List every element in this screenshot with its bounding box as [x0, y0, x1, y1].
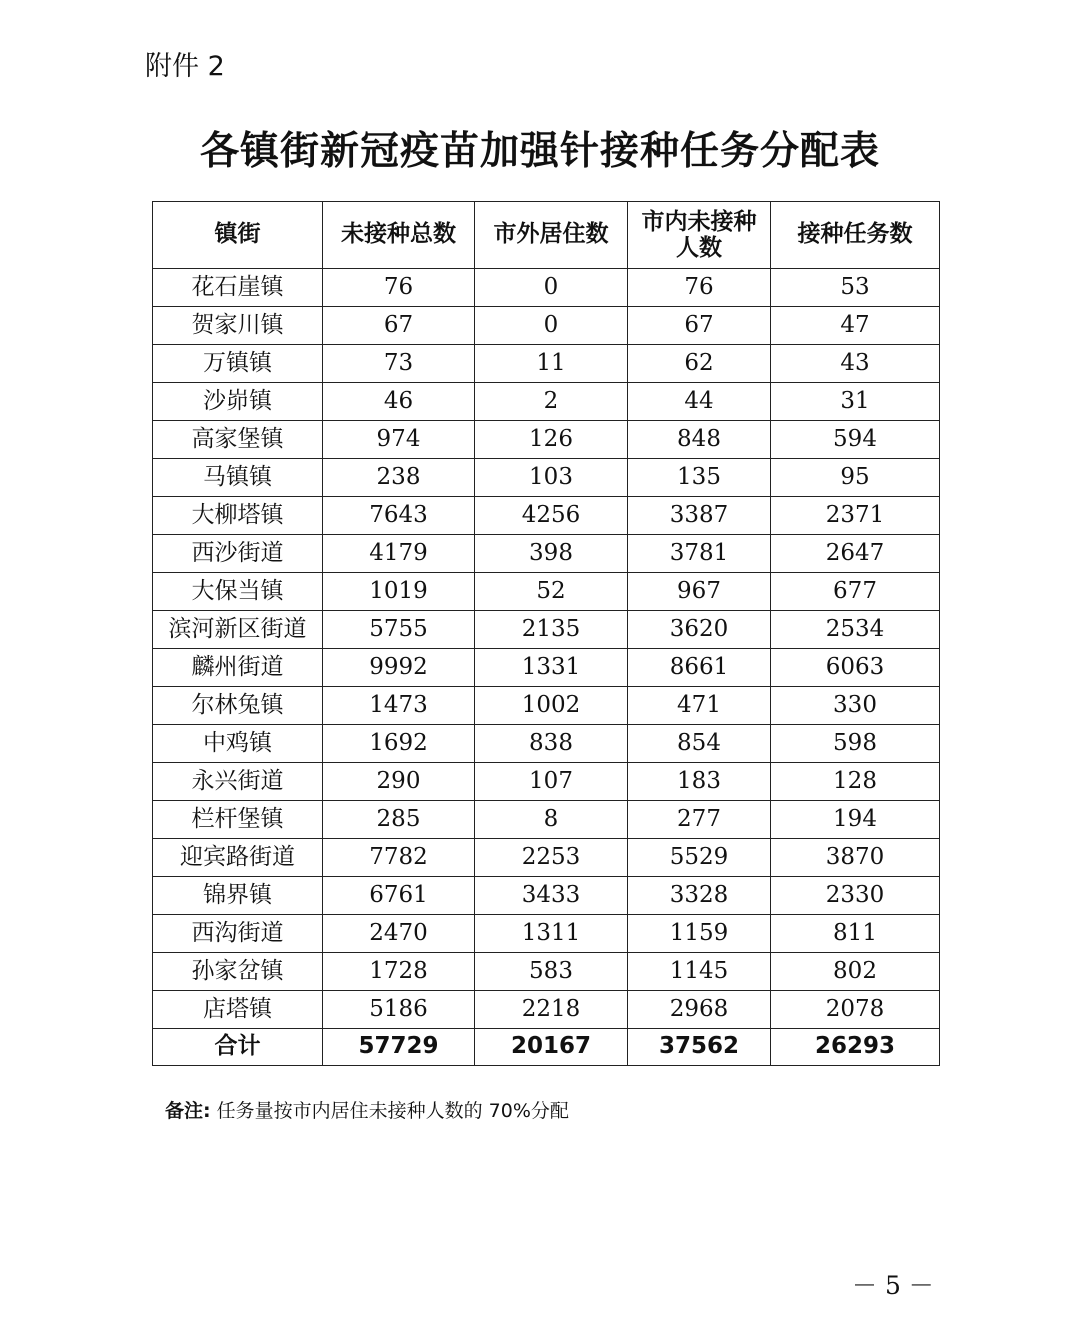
cell-in-city: 1145 [628, 953, 771, 991]
table-row [153, 649, 940, 687]
cell-in-city: 1159 [628, 915, 771, 953]
table-row [153, 307, 940, 345]
header-unvaccinated-in-city-label: 市内未接种人数 [641, 208, 757, 261]
cell-task: 194 [771, 801, 940, 839]
table-row [153, 877, 940, 915]
cell-in-city: 2968 [628, 991, 771, 1029]
cell-in-city: 3387 [628, 497, 771, 535]
table-row [153, 421, 940, 459]
cell-unvaccinated: 5186 [323, 991, 475, 1029]
cell-unvaccinated: 7643 [323, 497, 475, 535]
remark-text: 任务量按市内居住未接种人数的 70%分配 [216, 1100, 569, 1122]
cell-unvaccinated: 1728 [323, 953, 475, 991]
header-town: 镇街 [153, 202, 323, 269]
cell-in-city: 5529 [628, 839, 771, 877]
cell-in-city: 967 [628, 573, 771, 611]
table-row [153, 269, 940, 307]
cell-town: 滨河新区街道 [153, 611, 323, 649]
table-row [153, 383, 940, 421]
header-unvaccinated-in-city [628, 202, 771, 269]
document-title: 各镇街新冠疫苗加强针接种任务分配表 [199, 128, 880, 174]
total-label: 合计 [153, 1029, 323, 1066]
cell-unvaccinated: 9992 [323, 649, 475, 687]
header-living-outside-city: 市外居住数 [475, 202, 628, 269]
cell-town: 店塔镇 [153, 991, 323, 1029]
cell-task: 31 [771, 383, 940, 421]
cell-task: 6063 [771, 649, 940, 687]
cell-living-outside: 52 [475, 573, 628, 611]
cell-task: 53 [771, 269, 940, 307]
cell-task: 47 [771, 307, 940, 345]
cell-town: 西沙街道 [153, 535, 323, 573]
cell-unvaccinated: 1019 [323, 573, 475, 611]
cell-living-outside: 2218 [475, 991, 628, 1029]
cell-in-city: 76 [628, 269, 771, 307]
table-row [153, 345, 940, 383]
total-living-outside: 20167 [475, 1029, 628, 1066]
cell-town: 沙峁镇 [153, 383, 323, 421]
table-row [153, 611, 940, 649]
cell-in-city: 3328 [628, 877, 771, 915]
cell-unvaccinated: 67 [323, 307, 475, 345]
cell-in-city: 44 [628, 383, 771, 421]
cell-in-city: 3781 [628, 535, 771, 573]
cell-unvaccinated: 5755 [323, 611, 475, 649]
table-row [153, 915, 940, 953]
cell-in-city: 135 [628, 459, 771, 497]
cell-town: 孙家岔镇 [153, 953, 323, 991]
total-in-city: 37562 [628, 1029, 771, 1066]
cell-town: 西沟街道 [153, 915, 323, 953]
cell-unvaccinated: 238 [323, 459, 475, 497]
cell-unvaccinated: 4179 [323, 535, 475, 573]
cell-task: 598 [771, 725, 940, 763]
table-row [153, 535, 940, 573]
table-row [153, 801, 940, 839]
cell-living-outside: 2135 [475, 611, 628, 649]
cell-in-city: 3620 [628, 611, 771, 649]
cell-unvaccinated: 6761 [323, 877, 475, 915]
table-header-row [153, 202, 940, 269]
cell-living-outside: 103 [475, 459, 628, 497]
cell-in-city: 62 [628, 345, 771, 383]
cell-task: 677 [771, 573, 940, 611]
remark-label: 备注: [165, 1100, 211, 1122]
cell-in-city: 183 [628, 763, 771, 801]
cell-town: 永兴街道 [153, 763, 323, 801]
cell-task: 43 [771, 345, 940, 383]
cell-task: 2647 [771, 535, 940, 573]
cell-town: 迎宾路街道 [153, 839, 323, 877]
table-row [153, 725, 940, 763]
cell-in-city: 8661 [628, 649, 771, 687]
cell-unvaccinated: 76 [323, 269, 475, 307]
cell-town: 大保当镇 [153, 573, 323, 611]
table-row [153, 459, 940, 497]
cell-task: 802 [771, 953, 940, 991]
cell-task: 594 [771, 421, 940, 459]
cell-living-outside: 1331 [475, 649, 628, 687]
cell-living-outside: 0 [475, 307, 628, 345]
header-vaccination-task: 接种任务数 [771, 202, 940, 269]
attachment-label: 附件 2 [145, 51, 225, 82]
cell-unvaccinated: 73 [323, 345, 475, 383]
cell-task: 330 [771, 687, 940, 725]
cell-living-outside: 398 [475, 535, 628, 573]
cell-town: 大柳塔镇 [153, 497, 323, 535]
cell-town: 尔林兔镇 [153, 687, 323, 725]
cell-in-city: 471 [628, 687, 771, 725]
cell-unvaccinated: 2470 [323, 915, 475, 953]
total-task: 26293 [771, 1029, 940, 1066]
cell-town: 栏杆堡镇 [153, 801, 323, 839]
cell-living-outside: 126 [475, 421, 628, 459]
page-number: － 5 － [852, 1271, 934, 1300]
cell-unvaccinated: 974 [323, 421, 475, 459]
cell-living-outside: 4256 [475, 497, 628, 535]
allocation-table [152, 201, 940, 1066]
cell-unvaccinated: 1692 [323, 725, 475, 763]
cell-task: 811 [771, 915, 940, 953]
table-row [153, 573, 940, 611]
table-row [153, 839, 940, 877]
cell-task: 2371 [771, 497, 940, 535]
cell-town: 万镇镇 [153, 345, 323, 383]
total-unvaccinated: 57729 [323, 1029, 475, 1066]
cell-in-city: 848 [628, 421, 771, 459]
table-row [153, 497, 940, 535]
cell-living-outside: 583 [475, 953, 628, 991]
cell-task: 95 [771, 459, 940, 497]
cell-unvaccinated: 46 [323, 383, 475, 421]
cell-task: 3870 [771, 839, 940, 877]
cell-living-outside: 2 [475, 383, 628, 421]
cell-town: 贺家川镇 [153, 307, 323, 345]
cell-in-city: 277 [628, 801, 771, 839]
cell-in-city: 854 [628, 725, 771, 763]
cell-living-outside: 8 [475, 801, 628, 839]
table-row [153, 687, 940, 725]
cell-living-outside: 2253 [475, 839, 628, 877]
cell-living-outside: 1002 [475, 687, 628, 725]
cell-unvaccinated: 285 [323, 801, 475, 839]
cell-living-outside: 1311 [475, 915, 628, 953]
cell-task: 128 [771, 763, 940, 801]
cell-town: 中鸡镇 [153, 725, 323, 763]
cell-living-outside: 11 [475, 345, 628, 383]
cell-town: 锦界镇 [153, 877, 323, 915]
cell-unvaccinated: 7782 [323, 839, 475, 877]
cell-town: 高家堡镇 [153, 421, 323, 459]
table-row [153, 991, 940, 1029]
cell-task: 2078 [771, 991, 940, 1029]
cell-task: 2534 [771, 611, 940, 649]
cell-living-outside: 0 [475, 269, 628, 307]
cell-task: 2330 [771, 877, 940, 915]
cell-in-city: 67 [628, 307, 771, 345]
cell-unvaccinated: 290 [323, 763, 475, 801]
cell-living-outside: 3433 [475, 877, 628, 915]
header-unvaccinated-total: 未接种总数 [323, 202, 475, 269]
cell-town: 花石崖镇 [153, 269, 323, 307]
cell-living-outside: 107 [475, 763, 628, 801]
cell-living-outside: 838 [475, 725, 628, 763]
table-row [153, 953, 940, 991]
remark [165, 1096, 569, 1123]
cell-unvaccinated: 1473 [323, 687, 475, 725]
cell-town: 麟州街道 [153, 649, 323, 687]
table-total-row [153, 1029, 940, 1066]
cell-town: 马镇镇 [153, 459, 323, 497]
table-row [153, 763, 940, 801]
